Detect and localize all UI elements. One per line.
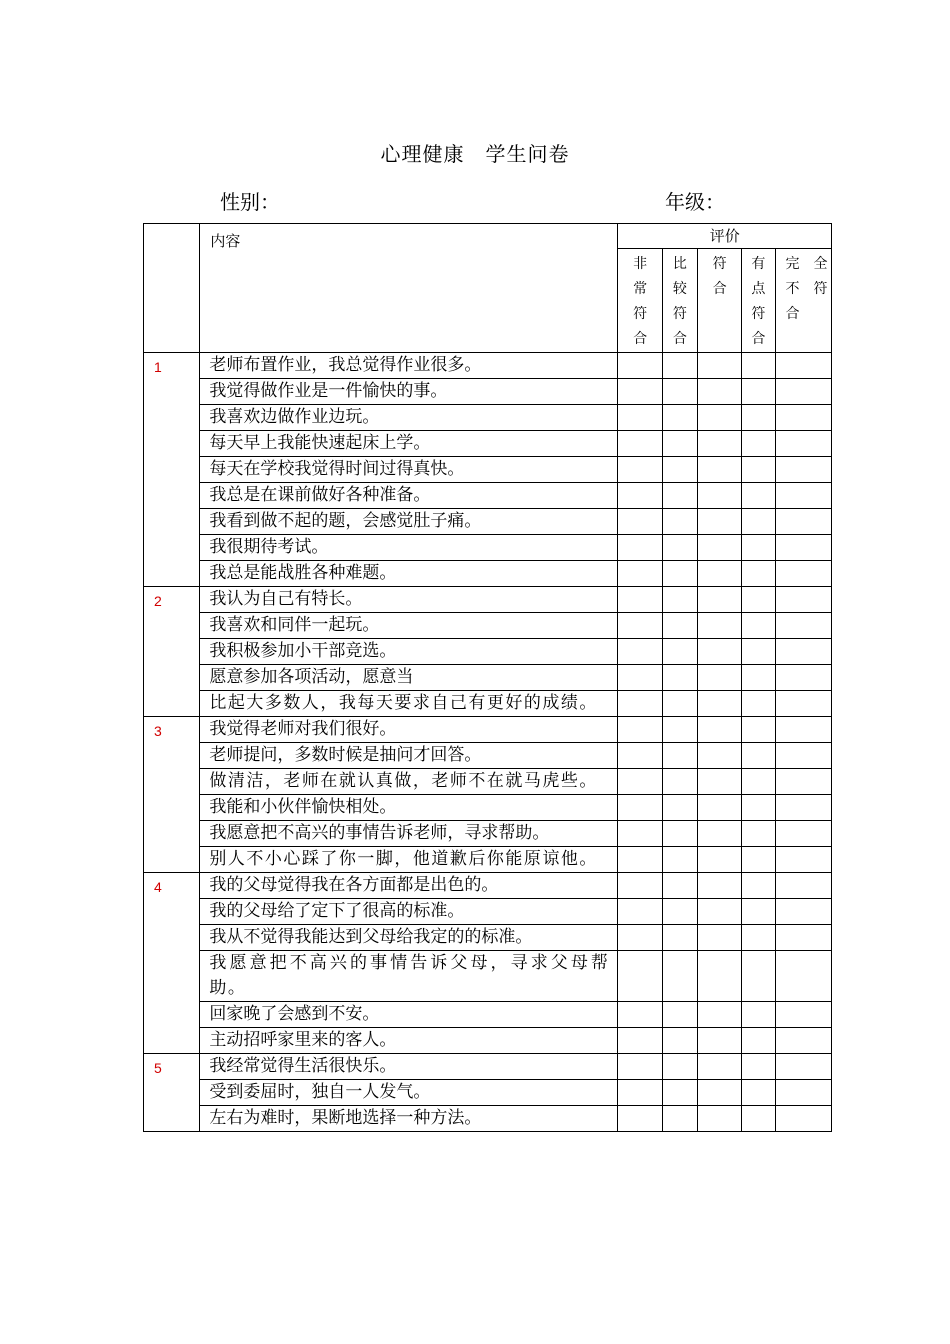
section-number: 4: [144, 873, 200, 1054]
question-row: [144, 873, 832, 899]
rating-cell[interactable]: [775, 431, 831, 457]
question-row: [144, 951, 832, 1002]
rating-cell[interactable]: [742, 1080, 775, 1106]
option-very-consistent: [618, 249, 662, 353]
rating-cell[interactable]: [775, 925, 831, 951]
question-row: [144, 457, 832, 483]
rating-cell[interactable]: [662, 379, 697, 405]
rating-cell[interactable]: [742, 899, 775, 925]
rating-cell[interactable]: [775, 847, 831, 873]
rating-cell[interactable]: [662, 1106, 697, 1132]
question-text: 愿意参加各项活动，愿意当: [200, 665, 618, 691]
rating-cell[interactable]: [775, 665, 831, 691]
rating-cell[interactable]: [618, 561, 662, 587]
rating-cell[interactable]: [662, 1080, 697, 1106]
option-label-line: 符: [751, 306, 766, 322]
rating-cell[interactable]: [662, 639, 697, 665]
option-consistent: [698, 249, 742, 353]
rating-cell[interactable]: [618, 353, 662, 379]
rating-cell[interactable]: [698, 821, 742, 847]
question-row: [144, 535, 832, 561]
question-row: [144, 1002, 832, 1028]
rating-cell[interactable]: [662, 899, 697, 925]
rating-cell[interactable]: [775, 769, 831, 795]
rating-cell[interactable]: [698, 665, 742, 691]
rating-cell[interactable]: [698, 483, 742, 509]
rating-cell[interactable]: [618, 717, 662, 743]
rating-cell[interactable]: [618, 535, 662, 561]
question-text: 我觉得老师对我们很好。: [200, 717, 618, 743]
question-row: [144, 769, 832, 795]
option-somewhat-consistent: [742, 249, 775, 353]
rating-cell[interactable]: [662, 483, 697, 509]
rating-cell[interactable]: [775, 457, 831, 483]
rating-cell[interactable]: [662, 535, 697, 561]
section-number: 1: [144, 353, 200, 587]
rating-cell[interactable]: [698, 431, 742, 457]
rating-cell[interactable]: [742, 769, 775, 795]
rating-cell[interactable]: [775, 1106, 831, 1132]
question-row: [144, 639, 832, 665]
question-text: 我经常觉得生活很快乐。: [200, 1054, 618, 1080]
option-label-line: 完全: [785, 256, 842, 272]
rating-cell[interactable]: [662, 431, 697, 457]
question-text: 我总是在课前做好各种准备。: [200, 483, 618, 509]
option-label-line: 符: [712, 256, 727, 272]
option-label-line: 合: [751, 331, 766, 347]
question-row: [144, 431, 832, 457]
option-label-line: 点: [751, 281, 766, 297]
question-text: 我愿意把不高兴的事情告诉父母，寻求父母帮助。: [200, 951, 618, 1002]
rating-cell[interactable]: [742, 431, 775, 457]
question-text: 左右为难时，果断地选择一种方法。: [200, 1106, 618, 1132]
rating-cell[interactable]: [618, 639, 662, 665]
rating-cell[interactable]: [775, 1028, 831, 1054]
rating-cell[interactable]: [698, 873, 742, 899]
rating-cell[interactable]: [662, 1002, 697, 1028]
question-row: [144, 1054, 832, 1080]
rating-cell[interactable]: [698, 1028, 742, 1054]
rating-cell[interactable]: [662, 821, 697, 847]
question-text: 我觉得做作业是一件愉快的事。: [200, 379, 618, 405]
question-row: [144, 847, 832, 873]
question-row: [144, 925, 832, 951]
rating-cell[interactable]: [698, 1106, 742, 1132]
rating-cell[interactable]: [698, 509, 742, 535]
rating-cell[interactable]: [662, 457, 697, 483]
rating-cell[interactable]: [662, 925, 697, 951]
rating-cell[interactable]: [698, 717, 742, 743]
rating-cell[interactable]: [775, 1002, 831, 1028]
rating-cell[interactable]: [662, 795, 697, 821]
question-row: [144, 405, 832, 431]
rating-cell[interactable]: [775, 613, 831, 639]
rating-cell[interactable]: [618, 405, 662, 431]
question-row: [144, 1080, 832, 1106]
option-label-line: 合: [633, 331, 648, 347]
rating-cell[interactable]: [662, 743, 697, 769]
question-text: 我很期待考试。: [200, 535, 618, 561]
rating-cell[interactable]: [662, 1054, 697, 1080]
rating-cell[interactable]: [698, 951, 742, 1002]
rating-cell[interactable]: [742, 405, 775, 431]
rating-cell[interactable]: [775, 899, 831, 925]
rating-cell[interactable]: [742, 821, 775, 847]
rating-cell[interactable]: [662, 613, 697, 639]
rating-cell[interactable]: [618, 821, 662, 847]
survey-table: [143, 223, 842, 1132]
rating-cell[interactable]: [742, 1106, 775, 1132]
rating-cell[interactable]: [742, 509, 775, 535]
header-row: [144, 224, 832, 249]
rating-cell[interactable]: [698, 925, 742, 951]
rating-cell[interactable]: [618, 587, 662, 613]
option-label-line: 合: [785, 306, 814, 322]
rating-cell[interactable]: [775, 691, 831, 717]
rating-cell[interactable]: [662, 405, 697, 431]
rating-cell[interactable]: [698, 1002, 742, 1028]
rating-cell[interactable]: [698, 613, 742, 639]
rating-cell[interactable]: [775, 717, 831, 743]
rating-cell[interactable]: [662, 951, 697, 1002]
rating-cell[interactable]: [698, 457, 742, 483]
rating-cell[interactable]: [742, 743, 775, 769]
page-title: 心理健康 学生问卷: [380, 142, 570, 166]
option-label-line: 非: [633, 256, 648, 272]
rating-cell[interactable]: [618, 1002, 662, 1028]
rating-cell[interactable]: [775, 951, 831, 1002]
rating-cell[interactable]: [698, 795, 742, 821]
rating-cell[interactable]: [775, 1080, 831, 1106]
question-row: [144, 509, 832, 535]
rating-cell[interactable]: [662, 691, 697, 717]
question-row: [144, 821, 832, 847]
rating-cell[interactable]: [618, 1054, 662, 1080]
rating-cell[interactable]: [742, 639, 775, 665]
rating-cell[interactable]: [775, 795, 831, 821]
rating-cell[interactable]: [742, 795, 775, 821]
rating-cell[interactable]: [742, 951, 775, 1002]
rating-cell[interactable]: [698, 379, 742, 405]
rating-cell[interactable]: [698, 691, 742, 717]
rating-cell[interactable]: [618, 899, 662, 925]
question-text: 我喜欢和同伴一起玩。: [200, 613, 618, 639]
rating-cell[interactable]: [618, 769, 662, 795]
rating-cell[interactable]: [698, 561, 742, 587]
question-text: 别人不小心踩了你一脚，他道歉后你能原谅他。: [200, 847, 618, 873]
rating-cell[interactable]: [662, 587, 697, 613]
question-row: [144, 1028, 832, 1054]
rating-cell[interactable]: [698, 769, 742, 795]
question-text: 我积极参加小干部竞选。: [200, 639, 618, 665]
rating-cell[interactable]: [775, 483, 831, 509]
question-row: [144, 379, 832, 405]
option-label-line: 不符: [785, 281, 842, 297]
rating-cell[interactable]: [775, 509, 831, 535]
rating-cell[interactable]: [662, 1028, 697, 1054]
question-row: [144, 899, 832, 925]
rating-cell[interactable]: [662, 873, 697, 899]
question-row: [144, 613, 832, 639]
rating-cell[interactable]: [775, 379, 831, 405]
rating-cell[interactable]: [618, 925, 662, 951]
rating-cell[interactable]: [742, 717, 775, 743]
section-number: 5: [144, 1054, 200, 1132]
option-fairly-consistent: [662, 249, 697, 353]
rating-cell[interactable]: [698, 535, 742, 561]
question-text: 我总是能战胜各种难题。: [200, 561, 618, 587]
rating-cell[interactable]: [618, 1080, 662, 1106]
question-row: [144, 483, 832, 509]
question-text: 每天早上我能快速起床上学。: [200, 431, 618, 457]
question-text: 主动招呼家里来的客人。: [200, 1028, 618, 1054]
question-row: [144, 691, 832, 717]
question-text: 老师布置作业，我总觉得作业很多。: [200, 353, 618, 379]
header-evaluation: 评价: [618, 224, 832, 249]
rating-cell[interactable]: [662, 665, 697, 691]
rating-cell[interactable]: [698, 405, 742, 431]
option-label-line: 较: [672, 281, 687, 297]
option-label-line: 合: [672, 331, 687, 347]
section-number: 2: [144, 587, 200, 717]
question-text: 我愿意把不高兴的事情告诉老师，寻求帮助。: [200, 821, 618, 847]
rating-cell[interactable]: [618, 1106, 662, 1132]
rating-cell[interactable]: [742, 847, 775, 873]
question-text: 我从不觉得我能达到父母给我定的的标准。: [200, 925, 618, 951]
rating-cell[interactable]: [775, 561, 831, 587]
question-text: 受到委屈时，独自一人发气。: [200, 1080, 618, 1106]
rating-cell[interactable]: [662, 769, 697, 795]
rating-cell[interactable]: [618, 379, 662, 405]
section-number: 3: [144, 717, 200, 873]
rating-cell[interactable]: [618, 795, 662, 821]
rating-cell[interactable]: [698, 847, 742, 873]
rating-cell[interactable]: [742, 535, 775, 561]
rating-cell[interactable]: [618, 847, 662, 873]
option-label-line: 比: [672, 256, 687, 272]
option-label-line: 合: [712, 281, 727, 297]
rating-cell[interactable]: [618, 483, 662, 509]
option-label-line: 常: [633, 281, 648, 297]
rating-cell[interactable]: [618, 431, 662, 457]
rating-cell[interactable]: [698, 353, 742, 379]
rating-cell[interactable]: [662, 561, 697, 587]
gender-label: 性别：: [220, 190, 280, 214]
question-row: [144, 353, 832, 379]
rating-cell[interactable]: [775, 353, 831, 379]
rating-cell[interactable]: [775, 873, 831, 899]
rating-cell[interactable]: [742, 873, 775, 899]
rating-cell[interactable]: [662, 717, 697, 743]
rating-cell[interactable]: [775, 821, 831, 847]
question-row: [144, 717, 832, 743]
question-row: [144, 743, 832, 769]
rating-cell[interactable]: [618, 509, 662, 535]
rating-cell[interactable]: [742, 587, 775, 613]
rating-cell[interactable]: [618, 743, 662, 769]
rating-cell[interactable]: [618, 665, 662, 691]
rating-cell[interactable]: [775, 535, 831, 561]
rating-cell[interactable]: [775, 639, 831, 665]
question-row: [144, 795, 832, 821]
rating-cell[interactable]: [742, 691, 775, 717]
question-text: 我看到做不起的题，会感觉肚子痛。: [200, 509, 618, 535]
rating-cell[interactable]: [742, 457, 775, 483]
option-label-line: 符: [672, 306, 687, 322]
rating-cell[interactable]: [698, 1054, 742, 1080]
rating-cell[interactable]: [742, 1054, 775, 1080]
rating-cell[interactable]: [698, 899, 742, 925]
question-text: 我能和小伙伴愉快相处。: [200, 795, 618, 821]
rating-cell[interactable]: [742, 1028, 775, 1054]
rating-cell[interactable]: [742, 925, 775, 951]
rating-cell[interactable]: [618, 691, 662, 717]
rating-cell[interactable]: [698, 639, 742, 665]
question-row: [144, 561, 832, 587]
rating-cell[interactable]: [618, 457, 662, 483]
option-label-line: 有: [751, 256, 766, 272]
rating-cell[interactable]: [775, 587, 831, 613]
rating-cell[interactable]: [742, 483, 775, 509]
rating-cell[interactable]: [618, 613, 662, 639]
rating-cell[interactable]: [775, 1054, 831, 1080]
grade-label: 年级：: [665, 190, 725, 214]
rating-cell[interactable]: [742, 1002, 775, 1028]
rating-cell[interactable]: [742, 353, 775, 379]
rating-cell[interactable]: [698, 587, 742, 613]
question-text: 比起大多数人，我每天要求自己有更好的成绩。: [200, 691, 618, 717]
rating-cell[interactable]: [742, 561, 775, 587]
question-row: [144, 1106, 832, 1132]
question-text: 老师提问，多数时候是抽问才回答。: [200, 743, 618, 769]
rating-cell[interactable]: [698, 1080, 742, 1106]
rating-cell[interactable]: [618, 873, 662, 899]
question-row: [144, 587, 832, 613]
rating-cell[interactable]: [698, 743, 742, 769]
rating-cell[interactable]: [662, 509, 697, 535]
question-text: 我认为自己有特长。: [200, 587, 618, 613]
rating-cell[interactable]: [742, 379, 775, 405]
option-label-line: 符: [633, 306, 648, 322]
question-text: 我喜欢边做作业边玩。: [200, 405, 618, 431]
question-row: [144, 665, 832, 691]
rating-cell[interactable]: [775, 743, 831, 769]
question-text: 做清洁，老师在就认真做，老师不在就马虎些。: [200, 769, 618, 795]
question-text: 我的父母给了定下了很高的标准。: [200, 899, 618, 925]
rating-cell[interactable]: [662, 847, 697, 873]
rating-cell[interactable]: [618, 1028, 662, 1054]
rating-cell[interactable]: [742, 613, 775, 639]
rating-cell[interactable]: [775, 405, 831, 431]
question-text: 每天在学校我觉得时间过得真快。: [200, 457, 618, 483]
header-number-cell: [144, 224, 200, 353]
rating-cell[interactable]: [742, 665, 775, 691]
question-text: 回家晚了会感到不安。: [200, 1002, 618, 1028]
rating-cell[interactable]: [618, 951, 662, 1002]
header-content: 内容: [200, 224, 618, 353]
option-not-consistent: [775, 249, 842, 353]
rating-cell[interactable]: [662, 353, 697, 379]
question-text: 我的父母觉得我在各方面都是出色的。: [200, 873, 618, 899]
